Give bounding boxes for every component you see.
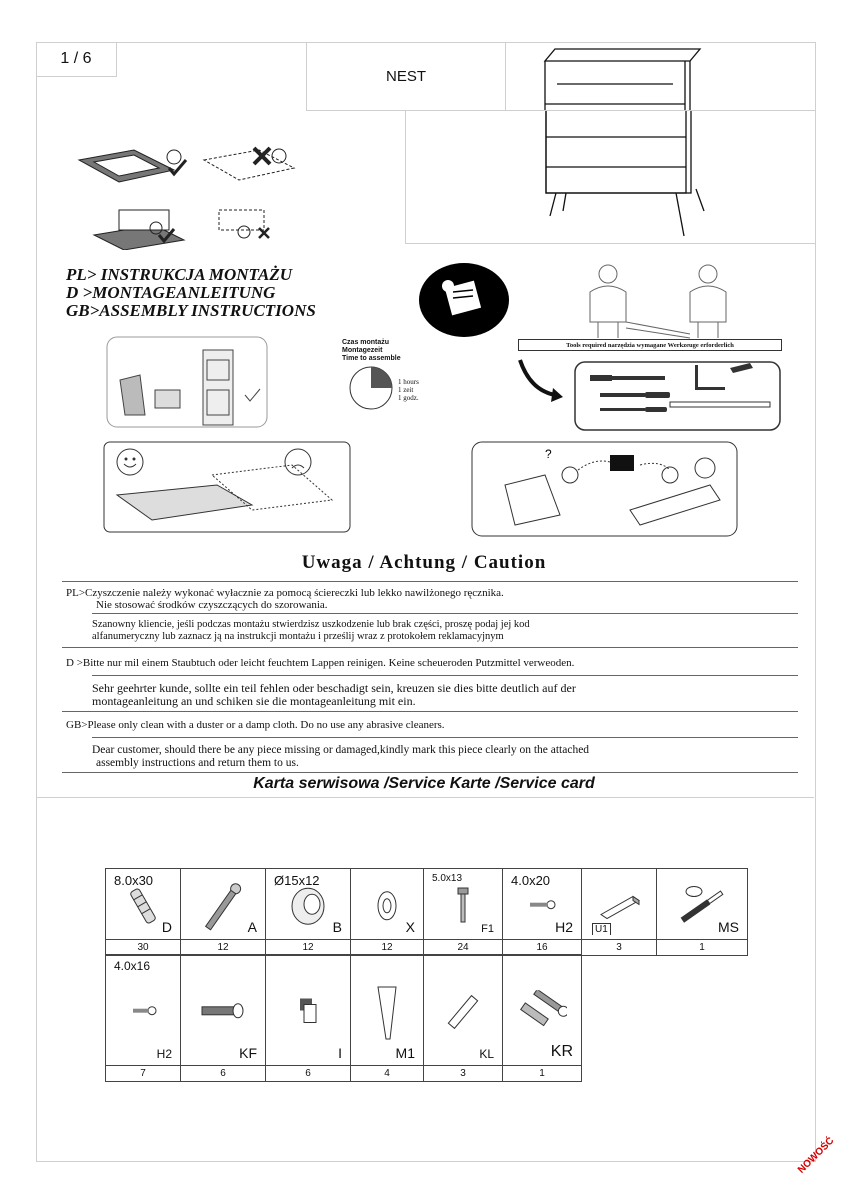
tools-required-header: Tools required narzędzia wymagane Werkzeuge erforderlich [518, 339, 782, 351]
part-cell: I [266, 955, 350, 1065]
parts-table-row1 [105, 868, 748, 956]
divider [92, 675, 798, 676]
open-box-instructions-icon [105, 335, 270, 430]
part-cell: U1 [582, 869, 656, 939]
screw-icon [128, 1004, 158, 1018]
part-cell: Ø15x12 B [274, 873, 342, 935]
two-workers-icon [570, 262, 750, 340]
notice-d-missing: Sehr geehrter kunde, sollte ein teil fehlen oder beschadigt sein, kreuzen sie dies bitte deutlich auf der [92, 681, 576, 695]
part-cell: KR [503, 955, 581, 1065]
divider [62, 647, 798, 648]
part-cell: X [351, 869, 423, 939]
part-qty: 12 [351, 940, 424, 956]
cover-cap-icon [372, 888, 402, 924]
anchor-icon [443, 992, 483, 1032]
part-cell: M1 [351, 955, 423, 1065]
floor-protection-icons [74, 140, 304, 250]
part-qty: 30 [106, 940, 181, 956]
new-badge: NOWOŚĆ [796, 1135, 837, 1176]
clock-icon [345, 364, 397, 412]
product-image-box [405, 110, 815, 244]
notice-pl-cleaning-2: Nie stosować środków czyszczących do szorowania. [96, 599, 328, 611]
notice-pl-missing-2: alfanumeryczny lub zaznacz ją na instrukcji montażu i prześlij wraz z protokołem reklamacyjnym [92, 631, 504, 642]
section-divider [36, 797, 814, 798]
notice-gb-cleaning: GB>Please only clean with a duster or a damp cloth. Do no use any abrasive cleaners. [66, 719, 445, 731]
part-qty: 6 [181, 1066, 266, 1082]
assembly-time-values: 1 hours 1 zeit 1 godz. [398, 378, 419, 402]
part-cell: KL [424, 955, 502, 1065]
dresser-top-illustration [405, 42, 814, 110]
cam-bolt-icon [203, 879, 243, 935]
dowel-icon [128, 886, 158, 926]
notice-pl-cleaning: PL>Czyszczenie należy wykonać wyłacznie za pomocą ściereczki lub lekko nawilżonego ręcznika. [66, 587, 504, 599]
part-qty: 4 [351, 1066, 424, 1082]
notice-d-missing-2: montageanleitung an und schiken sie die montageanleitung mit ein. [92, 694, 416, 708]
part-qty: 6 [266, 1066, 351, 1082]
product-name: NEST [306, 42, 506, 111]
part-cell: MS [657, 869, 747, 939]
title-d: D >MONTAGEANLEITUNG [66, 283, 276, 302]
wall-plug-icon [517, 990, 567, 1034]
notice-d-cleaning: D >Bitte nur mil einem Staubtuch oder leicht feuchtem Lappen reinigen. Keine scheueroden Putzmittel verweoden. [66, 657, 575, 669]
bracket-icon [296, 997, 320, 1027]
notice-gb-missing: Dear customer, should there be any piece missing or damaged,kindly mark this piece clearly on the attached [92, 744, 590, 756]
notice-pl-missing: Szanowny kliencie, jeśli podczas montażu stwierdzisz uszkodzenie lub brak części, proszę podaj jej kod [92, 619, 530, 630]
part-qty: 7 [106, 1066, 181, 1082]
tools-panel [515, 350, 785, 432]
divider [62, 581, 798, 582]
part-qty: 1 [503, 1066, 582, 1082]
part-cell: 4.0x20 H2 [511, 873, 573, 935]
part-qty: 3 [424, 1066, 503, 1082]
svg-text:?: ? [545, 447, 552, 461]
title-gb: GB>ASSEMBLY INSTRUCTIONS [66, 301, 316, 320]
divider [62, 711, 798, 712]
part-cell: A [181, 869, 265, 939]
part-cell: KF [181, 955, 265, 1065]
part-cell: 8.0x30 D [114, 873, 172, 935]
divider [92, 737, 798, 738]
part-qty: 24 [424, 940, 503, 956]
surface-protection-panel [102, 440, 352, 535]
part-qty: 3 [582, 940, 657, 956]
handle-icon [597, 891, 641, 921]
part-qty: 1 [657, 940, 748, 956]
leg-icon [372, 983, 402, 1043]
instruction-titles [66, 266, 316, 320]
part-qty: 16 [503, 940, 582, 956]
dresser-illustration [406, 111, 815, 243]
divider [92, 613, 798, 614]
part-cell: 5.0x13 F1 [432, 873, 494, 935]
title-pl: PL> INSTRUKCJA MONTAŻU [66, 265, 292, 284]
service-card-title: Karta serwisowa /Service Karte /Service card [253, 775, 595, 792]
part-qty: 12 [266, 940, 351, 956]
caution-title: Uwaga / Achtung / Caution [301, 552, 547, 573]
cam-lock-icon [288, 884, 328, 928]
parts-table-row2 [105, 954, 582, 1082]
screw-icon [527, 898, 557, 912]
page-number: 1 / 6 [36, 42, 117, 77]
screw-icon [453, 886, 473, 926]
read-manual-icon [418, 262, 510, 338]
notice-gb-missing-2: assembly instructions and return them to us. [96, 757, 299, 769]
assembly-time-labels: Czas montażu Montagezeit Time to assemble [342, 339, 401, 362]
contact-service-panel [470, 440, 740, 538]
part-cell: 4.0x16 H2 [114, 959, 172, 1061]
part-qty: 12 [181, 940, 266, 956]
bolt-icon [200, 1003, 246, 1019]
divider [62, 772, 798, 773]
